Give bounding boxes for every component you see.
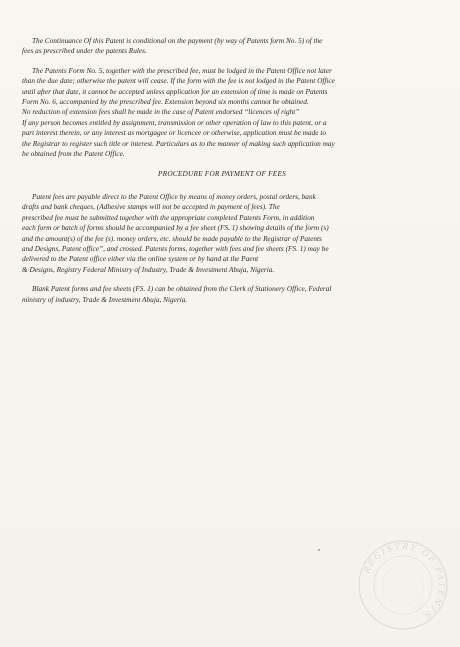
text-line: & Designs, Registry Federal Ministry of Industry, Trade & Investment Abuja, Nigeria. — [22, 264, 275, 274]
embossed-seal — [356, 538, 450, 632]
text-line: No reduction of extension fees shall be made in the case of Patent endorsed “licences of right” — [22, 107, 300, 117]
text-line: be obtained from the Patent Office. — [22, 149, 125, 159]
text-line: than the due date; otherwise the patent will cease. If the form with the fee is not lodged in the Patent Office — [22, 76, 335, 86]
text-line: ministry of industry, Trade & Investment Abuja, Nigeria. — [22, 294, 188, 304]
text-line: Form No. 6, accompanied by the prescribed fee. Extension beyond six months cannot be obtained. — [22, 97, 309, 107]
section-heading: PROCEDURE FOR PAYMENT OF FEES — [158, 169, 286, 179]
text-line: the Registrar to register such title or interest. Particulars as to the manner of making such application may — [22, 138, 335, 148]
text-line: and the amount(s) of the fee (s). money orders, etc. should be made payable to the Registrar of Patents — [22, 233, 322, 243]
text-line: delivered to the Patent office either via the online system or by hand at the Paent — [22, 254, 259, 264]
text-line: part interest therein, or any interest as mortgagee or licencee or otherwise, application must be made to — [22, 128, 326, 138]
payment-paragraph — [22, 192, 422, 275]
seal-text: REGISTRY OF PATENTS — [362, 541, 447, 621]
text-line: The Patents Form No. 5, together with the prescribed fee, must be lodged in the Patent Office not later — [32, 65, 332, 75]
text-line: fees as prescribed under the patents Rules. — [22, 46, 147, 56]
text-line: If any person becomes entitled by assignment, transmission or other operation of law to this patent, or a — [22, 117, 327, 127]
text-line: each form or batch of forms should be accompanied by a fee sheet (FS. 1) showing details of the form (s) — [22, 223, 329, 233]
blank-forms-paragraph — [22, 284, 422, 305]
document-body — [22, 36, 422, 312]
continuance-paragraph — [22, 36, 422, 57]
text-line: drafts and bank cheques, (Adhesive stamps will not be accepted in payment of fees). The — [22, 202, 280, 212]
speck — [318, 549, 320, 551]
text-line: Patent fees are payable direct to the Patent Office by means of money orders, postal orders, bank — [32, 191, 316, 201]
text-line: prescribed fee must be submitted together with the appropriate completed Patents Form, in addition — [22, 212, 315, 222]
text-line: and Designs, Patent office”, and crossed. Patents forms, together with fees and fee sheets (FS. 1) may be — [22, 243, 329, 253]
text-line: Blank Patent forms and fee sheets (FS. 1) can be obtained from the Clerk of Stationery Office, Federal — [32, 284, 332, 294]
text-line: until after that date, it cannot be accepted unless application for an extension of time is made on Patents — [22, 86, 328, 96]
form-no5-paragraph — [22, 66, 422, 160]
text-line: The Continuance Of this Patent is conditional on the payment (by way of Patents form No. 5) of the — [32, 36, 323, 45]
